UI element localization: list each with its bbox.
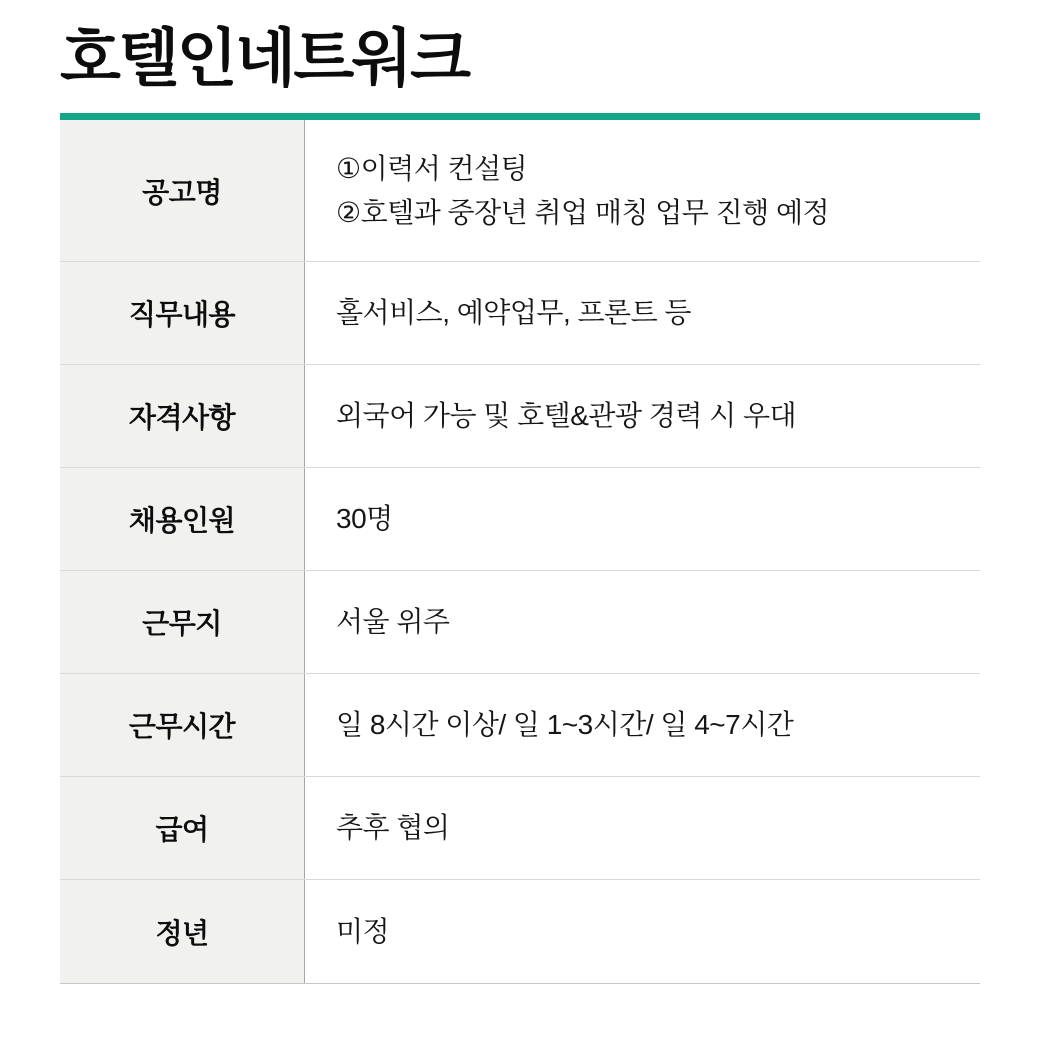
value-line: 일 8시간 이상/ 일 1~3시간/ 일 4~7시간: [336, 709, 794, 741]
value-line: 외국어 가능 및 호텔&관광 경력 시 우대: [336, 400, 797, 432]
row-label: 직무내용: [60, 262, 305, 364]
table-row-headcount: [60, 468, 980, 571]
table-row-qualifications: [60, 365, 980, 468]
value-line: 미정: [336, 915, 390, 947]
row-value: [305, 674, 980, 776]
row-label: 채용인원: [60, 468, 305, 570]
table-row-job-duties: [60, 262, 980, 365]
table-row-location: [60, 571, 980, 674]
row-value: [305, 468, 980, 570]
value-line: ②호텔과 중장년 취업 매칭 업무 진행 예정: [336, 196, 830, 228]
table-row-salary: [60, 777, 980, 880]
row-label: 정년: [60, 880, 305, 983]
row-label: 근무지: [60, 571, 305, 673]
row-label: 근무시간: [60, 674, 305, 776]
table-row-retirement-age: [60, 880, 980, 983]
job-info-table: [60, 120, 980, 984]
row-value: [305, 571, 980, 673]
row-value: [305, 262, 980, 364]
row-label: 자격사항: [60, 365, 305, 467]
value-line: 홀서비스, 예약업무, 프론트 등: [336, 297, 691, 329]
row-value: [305, 777, 980, 879]
page-title: 호텔인네트워크: [60, 24, 469, 94]
value-line: 30명: [336, 503, 393, 535]
row-value: [305, 120, 980, 261]
row-label: 급여: [60, 777, 305, 879]
accent-rule: [60, 113, 980, 120]
row-label: 공고명: [60, 120, 305, 261]
value-line: 서울 위주: [336, 606, 450, 638]
table-row-work-hours: [60, 674, 980, 777]
row-value: [305, 365, 980, 467]
page: [0, 24, 1040, 1040]
row-value: [305, 880, 980, 983]
table-row-announcement: [60, 120, 980, 262]
value-line: ①이력서 컨설팅: [336, 153, 528, 185]
value-line: 추후 협의: [336, 812, 450, 844]
